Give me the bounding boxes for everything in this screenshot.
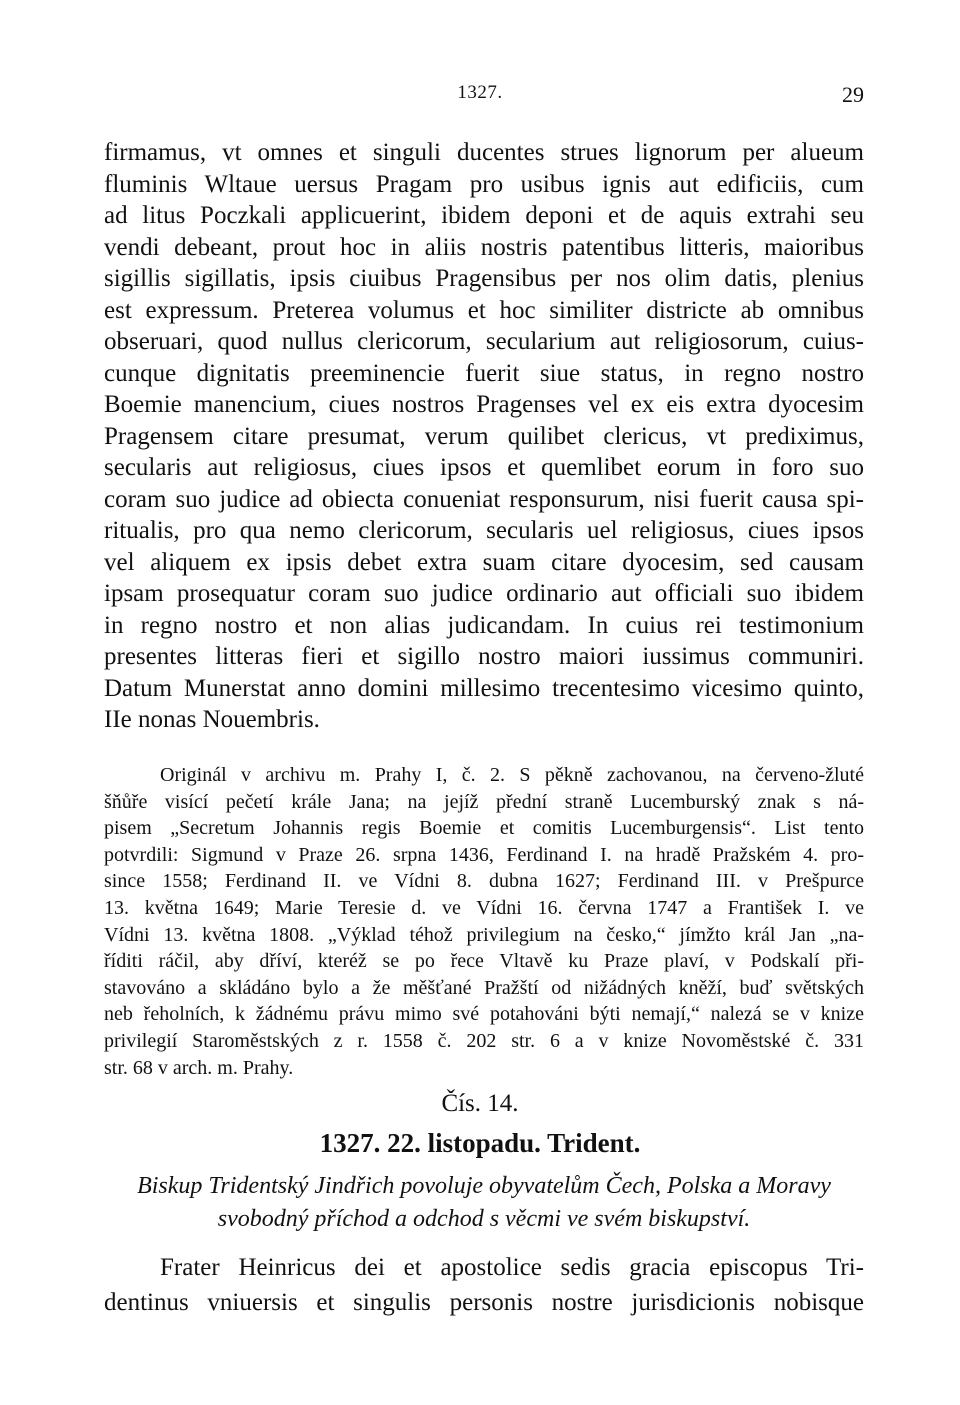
text-line: firmamus, vt omnes et singuli ducentes strues lignorum per alueum: [104, 139, 864, 166]
page-number: 29: [842, 82, 864, 107]
summary-line: svobodný příchod a odchod s věcmi ve svém biskupství.: [217, 1206, 751, 1232]
note-line: říditi ráčil, aby dříví, kteréž se po řece Vltavě ku Praze plaví, v Podskalí při-: [104, 950, 864, 973]
note-line: stavováno a skládáno bylo a že měšťané Pražští od nižádných kněží, buď světských: [104, 976, 864, 999]
note-line: str. 68 v arch. m. Prahy.: [104, 1056, 294, 1079]
note-line: potvrdili: Sigmund v Praze 26. srpna 1436, Ferdinand I. na hradě Pražském 4. pro-: [104, 843, 864, 866]
body-text-first-line: [160, 1250, 864, 1285]
text-line: coram suo judice ad obiecta conueniat responsurum, nisi fuerit causa spi-: [104, 485, 864, 513]
note-line: Vídni 13. května 1808. „Výklad téhož privilegium na česko,“ jímžto král Jan „na-: [104, 923, 864, 946]
document-number: Čís. 14.: [441, 1090, 519, 1117]
summary-line: Biskup Tridentský Jindřich povoluje obyvatelům Čech, Polska a Moravy: [137, 1173, 831, 1199]
text-line: vel aliquem ex ipsis debet extra suam citare dyocesim, sed causam: [104, 548, 864, 576]
text-line: Frater Heinricus dei et apostolice sedis gracia episcopus Tri-: [160, 1254, 864, 1281]
text-line: ad litus Poczkali applicuerint, ibidem deponi et de aquis extrahi seu: [104, 202, 864, 229]
text-line: cunque dignitatis preeminencie fuerit siue status, in regno nostro: [104, 359, 864, 387]
note-line: šňůře visící pečetí krále Jana; na jejíž přední straně Lucemburský znak s ná-: [104, 790, 864, 813]
note-line: privilegií Staroměstských z r. 1558 č. 202 str. 6 a v knize Novoměstské č. 331: [104, 1029, 864, 1052]
note-line: 13. května 1649; Marie Teresie d. ve Vídni 16. června 1747 a František I. ve: [104, 896, 864, 919]
text-line: Datum Munerstat anno domini millesimo trecentesimo vicesimo quinto,: [104, 674, 864, 702]
charter-text: [104, 137, 864, 736]
running-header-year: 1327.: [457, 82, 503, 103]
text-line: vendi debeant, prout hoc in aliis nostris patentibus litteris, maioribus: [104, 233, 864, 261]
text-line: presentes litteras fieri et sigillo nostro maiori iussimus communiri.: [104, 643, 864, 670]
text-line: IIe nonas Nouembris.: [104, 706, 320, 733]
text-line: ritualis, pro qua nemo clericorum, secularis uel religiosus, ciues ipsos: [104, 517, 864, 544]
text-line: est expressum. Preterea volumus et hoc similiter districte ab omnibus: [104, 296, 864, 324]
text-line: fluminis Wltaue uersus Pragam pro usibus ignis aut edificiis, cum: [104, 170, 864, 198]
note-line: neb řeholních, k žádnému právu mimo své potahováni býti nemají,“ nalezá se v knize: [104, 1003, 864, 1026]
text-line: secularis aut religiosus, ciues ipsos et quemlibet eorum in foro suo: [104, 454, 864, 481]
body-text-continued: [104, 1285, 864, 1320]
text-line: obseruari, quod nullus clericorum, secularium aut religiosorum, cuius-: [104, 328, 864, 355]
text-line: Pragensem citare presumat, verum quilibet clericus, vt prediximus,: [104, 422, 864, 450]
document-summary: [104, 1170, 864, 1236]
text-line: ipsam prosequatur coram suo judice ordinario aut officiali suo ibidem: [104, 580, 864, 607]
note-line: Originál v archivu m. Prahy I, č. 2. S pěkně zachovanou, na červeno-žluté: [160, 764, 864, 786]
text-line: sigillis sigillatis, ipsis ciuibus Pragensibus per nos olim datis, plenius: [104, 265, 864, 292]
note-line: pisem „Secretum Johannis regis Boemie et comitis Lucemburgensis“. List tento: [104, 817, 864, 840]
document-date-heading: 1327. 22. listopadu. Trident.: [319, 1128, 641, 1158]
note-line: since 1558; Ferdinand II. ve Vídni 8. dubna 1627; Ferdinand III. v Prešpurce: [104, 870, 864, 893]
text-line: Boemie manencium, ciues nostros Pragenses vel ex eis extra dyocesim: [104, 391, 864, 418]
text-line: dentinus vniuersis et singulis personis nostre jurisdicionis nobisque: [104, 1289, 864, 1316]
archival-note: [104, 762, 864, 1081]
text-line: in regno nostro et non alias judicandam. In cuius rei testimonium: [104, 611, 864, 639]
